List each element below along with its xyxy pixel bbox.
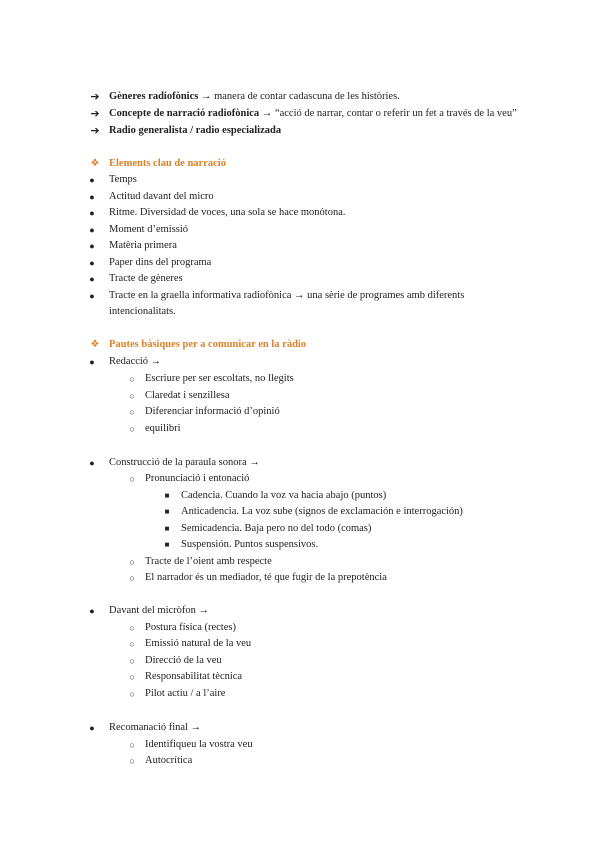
circle-bullet-icon: ○ — [129, 623, 135, 633]
group-label-recomanacio: Recomanació final → — [109, 722, 202, 733]
list-item-continuation: intencionalitats. — [109, 306, 176, 317]
intro-line-3 — [109, 123, 281, 139]
circle-bullet-icon: ○ — [129, 756, 135, 766]
list-item: Paper dins del programa — [109, 257, 212, 268]
section-heading-pautes: Pautes bàsiques per a comunicar en la ràdio — [109, 339, 307, 350]
dot-bullet-icon: ● — [89, 258, 95, 268]
sub-sub-item: Anticadencia. La voz sube (signos de exclamación e interrogación) — [181, 506, 463, 517]
intro-desc: → manera de contar cadascuna de les històries. — [198, 91, 400, 102]
intro-term: Radio generalista / radio especializada — [109, 125, 282, 136]
circle-bullet-icon: ○ — [129, 689, 135, 699]
group-label-redaccio: Redacció → — [109, 356, 162, 367]
dot-bullet-icon: ● — [89, 208, 95, 218]
dot-bullet-icon: ● — [89, 274, 95, 284]
sub-item: Direcció de la veu — [145, 655, 222, 666]
circle-bullet-icon: ○ — [129, 407, 135, 417]
sub-item: equilibri — [145, 423, 181, 434]
sub-item: Diferenciar informació d’opinió — [145, 406, 280, 417]
circle-bullet-icon: ○ — [129, 573, 135, 583]
intro-line-1 — [109, 89, 400, 105]
circle-bullet-icon: ○ — [129, 639, 135, 649]
sub-item: Emissió natural de la veu — [145, 638, 252, 649]
circle-bullet-icon: ○ — [129, 374, 135, 384]
list-item: Moment d’emissió — [109, 224, 189, 235]
circle-bullet-icon: ○ — [129, 557, 135, 567]
list-item: Tracte de gèneres — [109, 273, 183, 284]
circle-bullet-icon: ○ — [129, 474, 135, 484]
arrow-bullet-icon: ➔ — [90, 107, 100, 120]
list-item: Matèria primera — [109, 240, 177, 251]
dot-bullet-icon: ● — [89, 458, 95, 468]
intro-term: Gèneres radiofònics — [109, 91, 199, 102]
dot-bullet-icon: ● — [89, 225, 95, 235]
sub-item: Claredat i senzillesa — [145, 390, 230, 401]
circle-bullet-icon: ○ — [129, 424, 135, 434]
dot-bullet-icon: ● — [89, 357, 95, 367]
dot-bullet-icon: ● — [89, 291, 95, 301]
sub-item: Responsabilitat tècnica — [145, 671, 243, 682]
arrow-bullet-icon: ➔ — [90, 90, 100, 103]
circle-bullet-icon: ○ — [129, 656, 135, 666]
group-label-davant: Davant del micròfon → — [109, 605, 210, 616]
dot-bullet-icon: ● — [89, 241, 95, 251]
diamond-bullet-icon: ❖ — [90, 339, 100, 350]
list-item: Actitud davant del micro — [109, 191, 214, 202]
arrow-bullet-icon: ➔ — [90, 124, 100, 137]
sub-sub-item: Semicadencia. Baja pero no del todo (comas) — [181, 523, 372, 534]
dot-bullet-icon: ● — [89, 723, 95, 733]
sub-item: Pronunciació i entonació — [145, 473, 250, 484]
sub-item: Pilot actiu / a l’aire — [145, 688, 226, 699]
sub-item: Identifiqueu la vostra veu — [145, 739, 253, 750]
group-label-construccio: Construcció de la paraula sonora → — [109, 457, 260, 468]
list-item: Tracte en la graella informativa radiofònica → una sèrie de programes amb diferents — [109, 290, 465, 301]
sub-item: Postura física (rectes) — [145, 622, 236, 633]
square-bullet-icon: ■ — [164, 507, 170, 516]
section-heading-elements: Elements clau de narració — [109, 158, 226, 169]
sub-item: Escriure per ser escoltats, no llegits — [145, 373, 294, 384]
circle-bullet-icon: ○ — [129, 672, 135, 682]
dot-bullet-icon: ● — [89, 606, 95, 616]
dot-bullet-icon: ● — [89, 192, 95, 202]
circle-bullet-icon: ○ — [129, 391, 135, 401]
sub-item: El narrador és un mediador, té que fugir de la prepotència — [145, 572, 387, 583]
intro-line-2 — [109, 106, 517, 122]
square-bullet-icon: ■ — [164, 491, 170, 500]
sub-item: Tracte de l’oient amb respecte — [145, 556, 272, 567]
list-item: Temps — [109, 174, 137, 185]
diamond-bullet-icon: ❖ — [90, 158, 100, 169]
square-bullet-icon: ■ — [164, 540, 170, 549]
dot-bullet-icon: ● — [89, 175, 95, 185]
list-item: Ritme. Diversidad de voces, una sola se hace monótona. — [109, 207, 346, 218]
intro-term: Concepte de narració radiofònica — [109, 108, 260, 119]
sub-sub-item: Suspensión. Puntos suspensivos. — [181, 539, 319, 550]
circle-bullet-icon: ○ — [129, 740, 135, 750]
intro-desc: → “acció de narrar, contar o referir un fet a través de la veu” — [259, 108, 517, 119]
sub-item: Autocrítica — [145, 755, 193, 766]
sub-sub-item: Cadencia. Cuando la voz va hacia abajo (puntos) — [181, 490, 387, 501]
square-bullet-icon: ■ — [164, 524, 170, 533]
